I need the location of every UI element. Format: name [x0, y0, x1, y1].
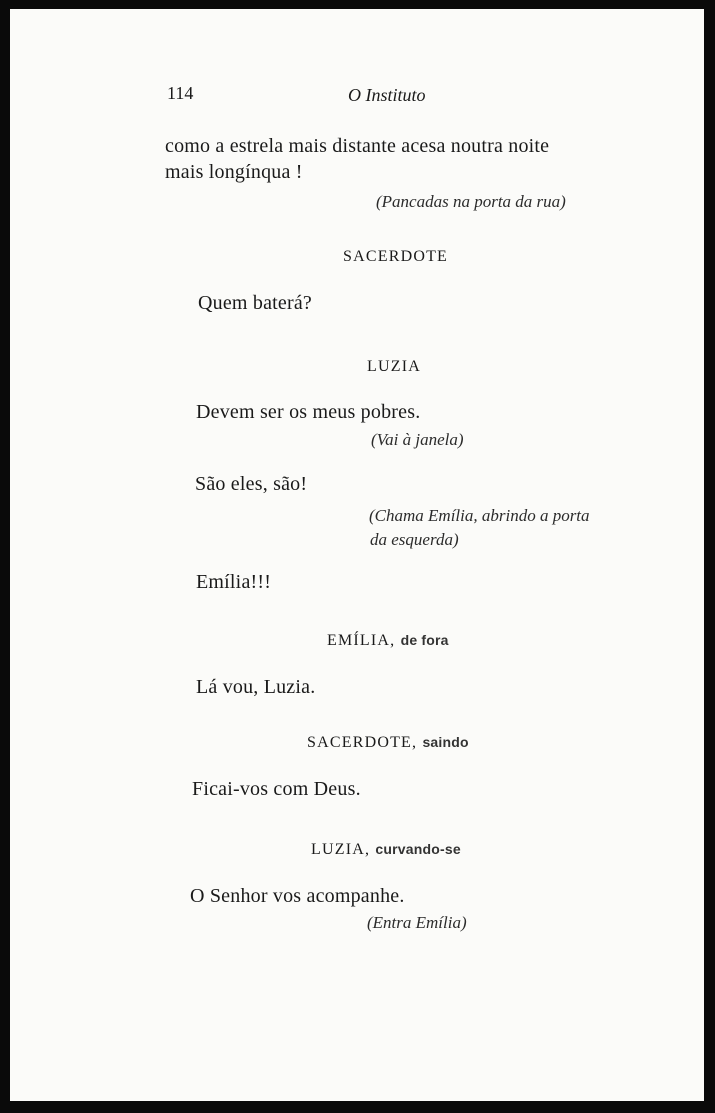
- speaker-note: de fora: [400, 632, 449, 648]
- stage-direction: (Pancadas na porta da rua): [376, 192, 566, 211]
- speaker-name: LUZIA,: [311, 841, 371, 858]
- speaker-note: curvando-se: [375, 841, 461, 857]
- speech-line: Quem baterá?: [198, 292, 313, 314]
- running-title: O Instituto: [348, 85, 426, 105]
- speaker-heading: [327, 633, 449, 649]
- stage-direction: (Entra Emília): [367, 913, 467, 932]
- stage-direction: (Vai à janela): [371, 430, 464, 449]
- speaker-name: EMÍLIA,: [327, 632, 396, 649]
- stage-direction: (Chama Emília, abrindo a porta: [369, 506, 590, 525]
- book-page: [10, 9, 704, 1101]
- speaker-note: saindo: [422, 734, 469, 750]
- page-number: 114: [167, 83, 194, 103]
- text-line: como a estrela mais distante acesa noutra noite: [165, 135, 550, 157]
- speech-line: São eles, são!: [195, 473, 308, 495]
- speaker-name: SACERDOTE,: [307, 734, 418, 751]
- text-line: mais longínqua !: [165, 161, 303, 183]
- speech-line: O Senhor vos acompanhe.: [190, 885, 405, 907]
- speaker-name: LUZIA: [367, 358, 421, 375]
- speaker-heading: [307, 735, 469, 751]
- speech-line: Emília!!!: [196, 571, 272, 593]
- speech-line: Ficai-vos com Deus.: [192, 778, 361, 800]
- speaker-heading: [311, 842, 461, 858]
- speaker-name: SACERDOTE: [343, 248, 449, 265]
- stage-direction: da esquerda): [370, 530, 459, 549]
- speech-line: Devem ser os meus pobres.: [196, 401, 421, 423]
- speech-line: Lá vou, Luzia.: [196, 676, 316, 698]
